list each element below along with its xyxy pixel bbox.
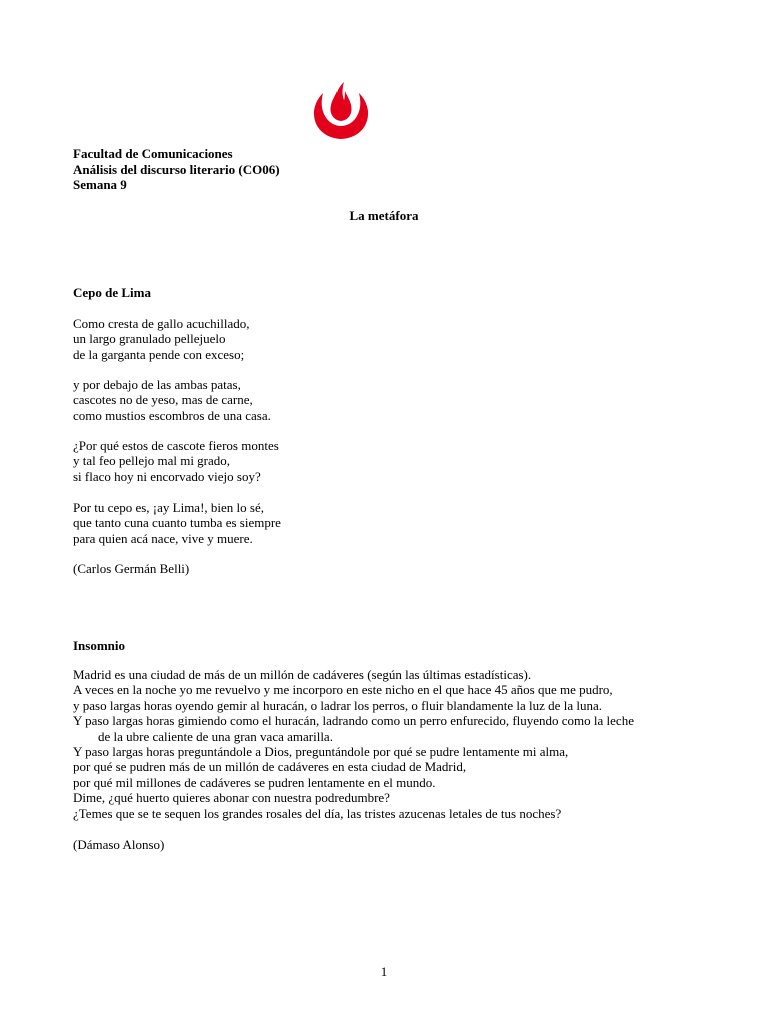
poem-line: por qué se pudren más de un millón de cadáveres en esta ciudad de Madrid, <box>73 759 467 775</box>
poem-line: Y paso largas horas gimiendo como el huracán, ladrando como un perro enfurecido, fluyendo como la leche <box>73 713 634 729</box>
poem-line: Dime, ¿qué huerto quieres abonar con nuestra podredumbre? <box>73 790 390 806</box>
poem-line: y por debajo de las ambas patas, <box>73 377 241 392</box>
stanza <box>73 500 281 546</box>
course-line: Análisis del discurso literario (CO06) <box>73 161 280 177</box>
stanza <box>73 438 279 484</box>
poem-line: Madrid es una ciudad de más de un millón de cadáveres (según las últimas estadísticas). <box>73 667 532 682</box>
stanza <box>73 377 271 423</box>
poem-author: (Carlos Germán Belli) <box>73 561 190 576</box>
stanza <box>73 316 250 362</box>
poem-line: un largo granulado pellejuelo <box>73 331 226 347</box>
poem-title: Insomnio <box>73 638 126 653</box>
poem-line: ¿Temes que se te sequen los grandes rosales del día, las tristes azucenas letales de tus noches? <box>73 805 562 821</box>
week-line: Semana 9 <box>73 177 127 192</box>
document-title: La metáfora <box>349 208 419 223</box>
poem-line: como mustios escombros de una casa. <box>73 407 271 423</box>
poem-line: para quien acá nace, vive y muere. <box>73 530 253 546</box>
poem-line: Por tu cepo es, ¡ay Lima!, bien lo sé, <box>73 500 264 515</box>
poem-line: y paso largas horas oyendo gemir al huracán, o ladrar los perros, o fluir blandamente la luz de la luna. <box>73 697 602 713</box>
poem-line: de la garganta pende con exceso; <box>73 346 245 362</box>
poem-line: y tal feo pellejo mal mi grado, <box>73 453 231 469</box>
poem-author: (Dámaso Alonso) <box>73 837 165 852</box>
poem-line: de la ubre caliente de una gran vaca amarilla. <box>98 728 333 744</box>
poem-line: por qué mil millones de cadáveres se pudren lentamente en el mundo. <box>73 774 436 790</box>
poem-line: ¿Por qué estos de cascote fieros montes <box>73 438 279 453</box>
prose-poem <box>73 667 634 821</box>
flame-logo-icon <box>311 81 371 141</box>
poem-line: que tanto cuna cuanto tumba es siempre <box>73 515 281 531</box>
poem-line: Y paso largas horas preguntándole a Dios, preguntándole por qué se pudre lentamente mi alma, <box>73 744 569 760</box>
poem-line: Como cresta de gallo acuchillado, <box>73 316 250 331</box>
page-number: 1 <box>380 964 388 979</box>
poem-line: cascotes no de yeso, mas de carne, <box>73 392 253 408</box>
course-header <box>73 146 280 193</box>
poem-title: Cepo de Lima <box>73 285 151 300</box>
poem-line: A veces en la noche yo me revuelvo y me incorporo en este nicho en el que hace 45 años que me pudro, <box>73 682 613 698</box>
faculty-line: Facultad de Comunicaciones <box>73 146 233 161</box>
poem-line: si flaco hoy ni encorvado viejo soy? <box>73 468 261 484</box>
